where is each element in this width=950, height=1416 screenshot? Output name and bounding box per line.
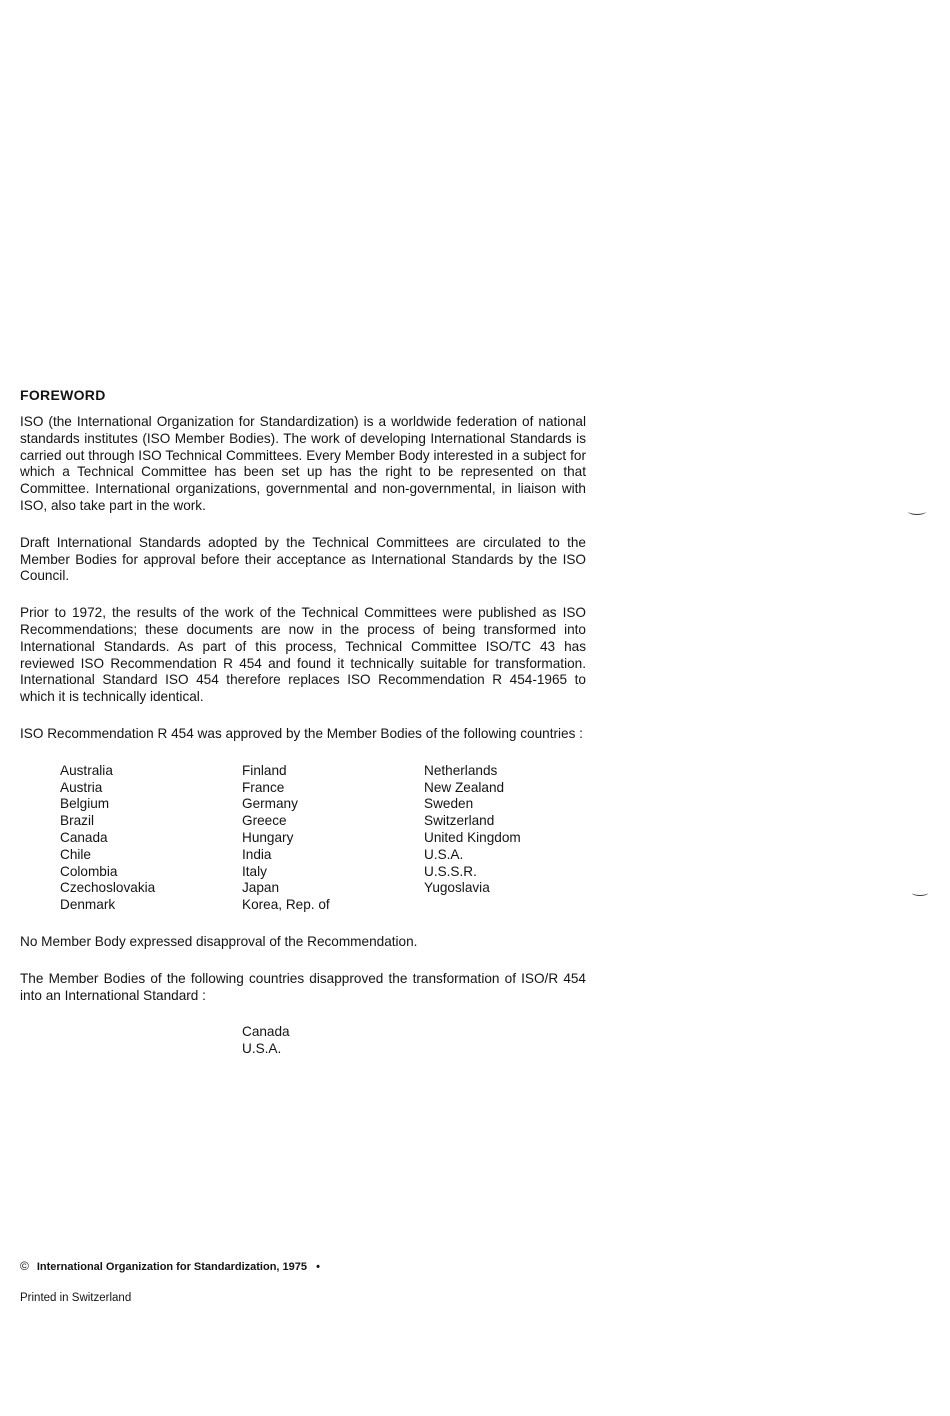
foreword-paragraph-1: ISO (the International Organization for Standardization) is a worldwide federation of national standards institutes (ISO Member Bodies). The work of developing International Standards is carried out through ISO Technical Committees. Every Member Body interested in a subject for which a Technical Committee has been set up has the right to be represented on that Committee. International organizations, governmental and non-governmental, in liaison with ISO, also take part in the work. [20, 414, 586, 513]
printed-in-notice: Printed in Switzerland [20, 1292, 132, 1304]
approving-countries-list [20, 763, 586, 914]
country-item: Greece [242, 813, 287, 829]
country-item: Chile [60, 846, 91, 862]
foreword-paragraph-3: Prior to 1972, the results of the work of the Technical Committees were published as ISO Recommendations; these documents are now in the process of being transformed into International Standards. As part of this process, Technical Committee ISO/TC 43 has reviewed ISO Recommendation R 454 and found it technically suitable for transformation. International Standard ISO 454 therefore replaces ISO Recommendation R 454-1965 to which it is technically identical. [20, 605, 586, 705]
country-item: Korea, Rep. of [242, 897, 330, 913]
country-item: Hungary [242, 829, 294, 845]
country-item: Japan [242, 880, 280, 896]
approving-countries-column-2 [242, 763, 424, 914]
scan-mark [908, 508, 926, 515]
country-item: U.S.A. [242, 1041, 282, 1057]
country-item: Colombia [60, 863, 118, 879]
copyright-notice [20, 1259, 320, 1274]
country-item: India [242, 846, 272, 862]
country-item: Belgium [60, 796, 110, 812]
country-item: Netherlands [424, 762, 498, 778]
country-item: United Kingdom [424, 829, 521, 845]
country-item: U.S.S.R. [424, 863, 477, 879]
country-item: Czechoslovakia [60, 880, 156, 896]
no-disapproval-statement: No Member Body expressed disapproval of the Recommendation. [20, 933, 418, 949]
foreword-paragraph-2: Draft International Standards adopted by the Technical Committees are circulated to the Member Bodies for approval before their acceptance as International Standards by the ISO Council. [20, 534, 586, 584]
copyright-symbol: © [20, 1259, 29, 1273]
bullet-icon: • [316, 1261, 320, 1273]
country-item: Finland [242, 762, 287, 778]
foreword-title: FOREWORD [20, 387, 106, 403]
country-item: Switzerland [424, 813, 495, 829]
country-item: Canada [242, 1024, 290, 1040]
country-item: Canada [60, 829, 108, 845]
country-item: U.S.A. [424, 846, 464, 862]
country-item: Yugoslavia [424, 880, 490, 896]
country-item: Denmark [60, 897, 116, 913]
foreword-paragraph-4: ISO Recommendation R 454 was approved by the Member Bodies of the following countries : [20, 725, 583, 741]
approving-countries-column-1 [60, 763, 242, 914]
disapproval-intro: The Member Bodies of the following countries disapproved the transformation of ISO/R 454 into an International Standard : [20, 970, 586, 1003]
country-item: Germany [242, 796, 298, 812]
approving-countries-column-3 [424, 763, 606, 914]
country-item: Brazil [60, 813, 94, 829]
copyright-text: International Organization for Standardization, 1975 [36, 1261, 307, 1273]
country-item: New Zealand [424, 779, 505, 795]
country-item: Italy [242, 863, 267, 879]
scan-mark [912, 890, 928, 896]
disapproving-countries-list [20, 1024, 586, 1058]
foreword-section [20, 386, 586, 1058]
country-item: France [242, 779, 285, 795]
country-item: Austria [60, 779, 103, 795]
country-item: Sweden [424, 796, 474, 812]
country-item: Australia [60, 762, 113, 778]
